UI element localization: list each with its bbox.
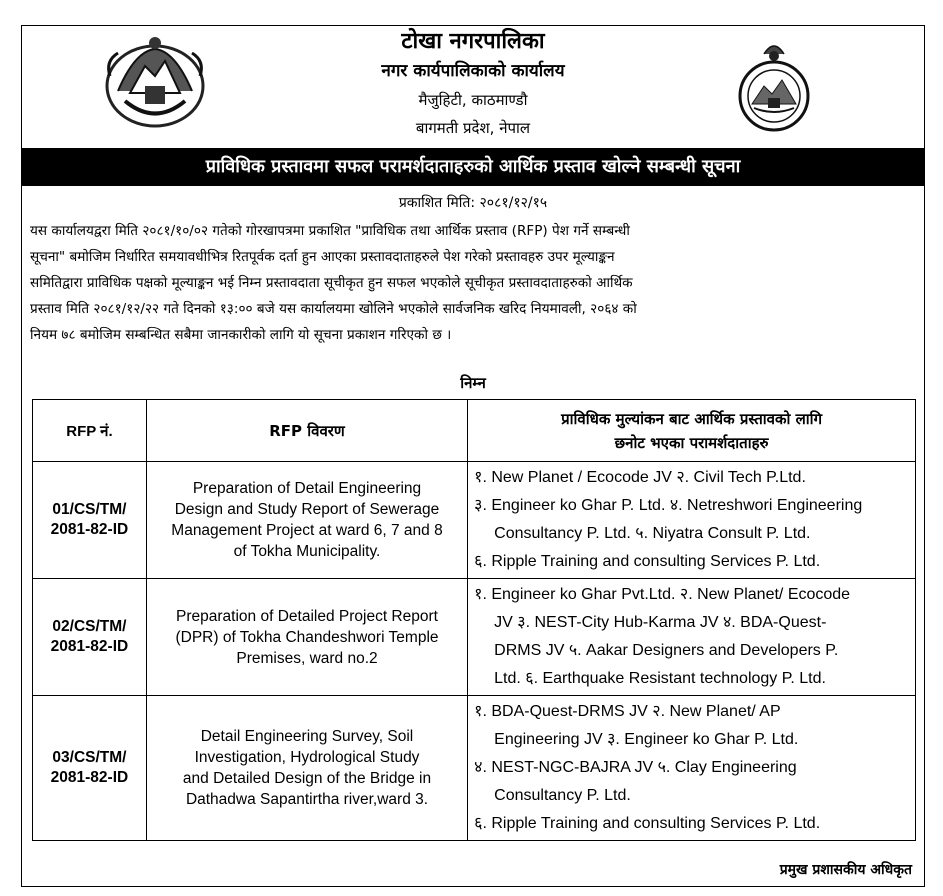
table-header-row xyxy=(33,400,916,462)
description-line: Design and Study Report of Sewerage xyxy=(174,501,440,518)
rfp-number xyxy=(33,579,147,696)
rfp-table xyxy=(32,399,916,841)
body-line: नियम ७८ बमोजिम सम्बन्धित सबैमा जानकारीको लागि यो सूचना प्रकाशन गरिएको छ । xyxy=(30,327,452,343)
consultant-line: JV ३. NEST-City Hub-Karma JV ४. BDA-Quest- xyxy=(494,614,827,631)
body-line: प्रस्ताव मिति २०८१/१२/२२ गते दिनको १३:०० बजे यस कार्यालयमा खोलिने भएकोले सार्वजनिक खरिद नियमावली, २०६४ को xyxy=(30,301,637,317)
rfp-number-line: 2081-82-ID xyxy=(50,638,129,655)
notice-body xyxy=(30,218,916,348)
consultant-line: Engineering JV ३. Engineer ko Ghar P. Ltd. xyxy=(494,731,799,748)
table-row xyxy=(33,579,916,696)
notice-page xyxy=(21,25,925,887)
consultant-line: ३. Engineer ko Ghar P. Ltd. ४. Netreshwori Engineering xyxy=(474,497,863,514)
rfp-number-line: 01/CS/TM/ xyxy=(52,501,127,518)
rfp-description xyxy=(146,696,467,841)
org-name: टोखा नगरपालिका xyxy=(401,29,545,54)
consultant-line: १. Engineer ko Ghar Pvt.Ltd. २. New Planet/ Ecocode xyxy=(474,586,851,603)
consultant-line: Consultancy P. Ltd. xyxy=(494,787,631,804)
tokha-municipality-seal-icon xyxy=(734,36,814,136)
office-name: नगर कार्यपालिकाको कार्यालय xyxy=(381,61,565,81)
header-consultants-line: प्राविधिक मुल्यांकन बाट आर्थिक प्रस्तावको लागि xyxy=(561,409,823,428)
consultant-list xyxy=(468,462,916,579)
description-line: Preparation of Detailed Project Report xyxy=(176,607,438,625)
description-line: Investigation, Hydrological Study xyxy=(194,749,420,766)
body-line: यस कार्यालयद्वरा मिति २०८१/१०/०२ गतेको गोरखापत्रमा प्रकाशित "प्राविधिक तथा आर्थिक प्रस्ताव (RFP) पेश गर्ने सम्बन्धी xyxy=(30,223,630,239)
consultant-list xyxy=(468,696,916,841)
published-date: प्रकाशित मिति: २०८१/१२/१५ xyxy=(398,195,548,211)
rfp-number-line: 2081-82-ID xyxy=(50,521,129,538)
description-line: Detail Engineering Survey, Soil xyxy=(200,728,414,745)
consultant-list xyxy=(468,579,916,696)
rfp-description xyxy=(146,462,467,579)
address-line-2: बागमती प्रदेश, नेपाल xyxy=(415,119,531,137)
description-line: Preparation of Detail Engineering xyxy=(192,480,422,497)
description-line: and Detailed Design of the Bridge in xyxy=(182,770,432,787)
consultant-line: १. New Planet / Ecocode JV २. Civil Tech P.Ltd. xyxy=(474,469,806,486)
rfp-number-line: 03/CS/TM/ xyxy=(52,749,127,766)
header-consultants xyxy=(468,400,916,462)
consultant-line: १. BDA-Quest-DRMS JV २. New Planet/ AP xyxy=(474,703,781,720)
signatory: प्रमुख प्रशासकीय अधिकृत xyxy=(779,862,912,878)
address-line-1: मैजुहिटी, काठमाण्डौ xyxy=(418,91,528,109)
consultant-line: Consultancy P. Ltd. ५. Niyatra Consult P. Ltd. xyxy=(494,525,811,542)
rfp-description xyxy=(146,579,467,696)
rfp-number xyxy=(33,696,147,841)
rfp-number-line: 02/CS/TM/ xyxy=(52,618,127,635)
notice-title-banner: प्राविधिक प्रस्तावमा सफल परामर्शदाताहरुको आर्थिक प्रस्ताव खोल्ने सम्बन्धी सूचना xyxy=(22,148,924,186)
body-line: समितिद्वारा प्राविधिक पक्षको मूल्याङ्कन भई निम्न प्रस्तावदाता सूचीकृत हुन सफल भएकोले सूचीकृत प्रस्तावदाताहरुको आर्थिक xyxy=(30,275,633,291)
consultant-line: ६. Ripple Training and consulting Services P. Ltd. xyxy=(474,815,821,832)
consultant-line: ६. Ripple Training and consulting Services P. Ltd. xyxy=(474,553,821,570)
description-line: Dathadwa Sapantirtha river,ward 3. xyxy=(185,791,429,808)
consultant-line: DRMS JV ५. Aakar Designers and Developers P. xyxy=(494,642,839,659)
header-description: RFP विवरण xyxy=(146,400,467,462)
description-line: (DPR) of Tokha Chandeshwori Temple xyxy=(175,628,439,646)
header-consultants-line: छनोट भएका परामर्शदाताहरु xyxy=(614,433,769,452)
description-line: Management Project at ward 6, 7 and 8 xyxy=(171,522,443,539)
section-label: निम्न xyxy=(460,374,486,392)
description-line: of Tokha Municipality. xyxy=(233,543,381,560)
rfp-number-line: 2081-82-ID xyxy=(50,769,129,786)
consultant-line: ४. NEST-NGC-BAJRA JV ५. Clay Engineering xyxy=(474,759,797,776)
body-line: सूचना" बमोजिम निर्धारित समयावधीभित्र रितपूर्वक दर्ता हुन आएका प्रस्तावदाताहरुले पेश गरेको प्रस्तावहरु उपर मूल्याङ्कन xyxy=(30,249,615,265)
description-line: Premises, ward no.2 xyxy=(236,649,378,667)
rfp-number xyxy=(33,462,147,579)
header xyxy=(22,26,924,148)
consultant-line: Ltd. ६. Earthquake Resistant technology P. Ltd. xyxy=(494,670,826,687)
table-row xyxy=(33,462,916,579)
table-row xyxy=(33,696,916,841)
header-rfp-no: RFP नं. xyxy=(33,400,147,462)
